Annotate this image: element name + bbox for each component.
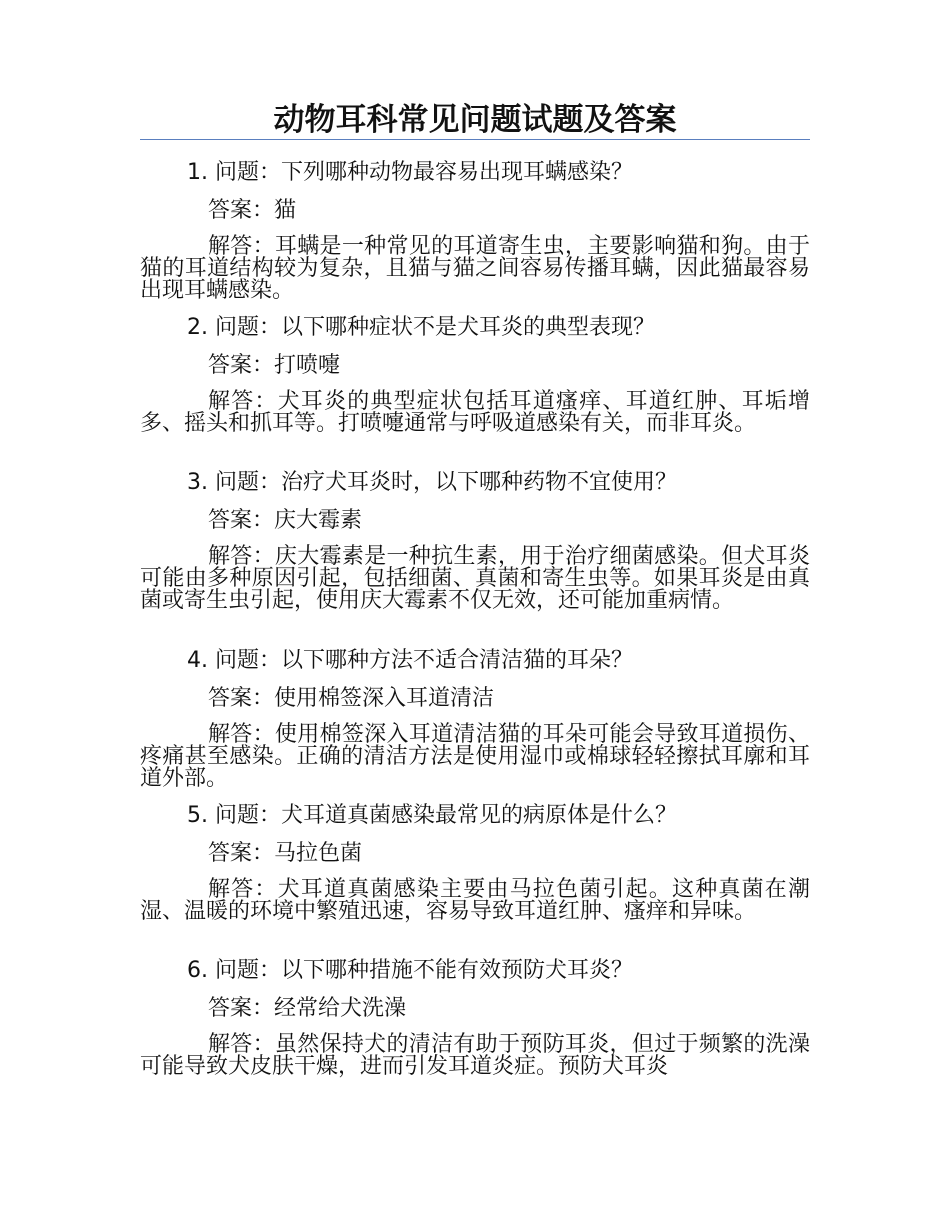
- explanation-2: 解答：犬耳炎的典型症状包括耳道瘙痒、耳道红肿、耳垢增多、摇头和抓耳等。打喷嚏通常与呼吸道感染有关，而非耳炎。: [140, 389, 810, 436]
- question-4: 4. 问题：以下哪种方法不适合清洁猫的耳朵？: [187, 648, 633, 673]
- explanation-5: 解答：犬耳道真菌感染主要由马拉色菌引起。这种真菌在潮湿、温暖的环境中繁殖迅速，容易导致耳道红肿、瘙痒和异味。: [140, 877, 810, 924]
- question-1: 1. 问题：下列哪种动物最容易出现耳螨感染？: [187, 160, 633, 185]
- explanation-4: 解答：使用棉签深入耳道清洁猫的耳朵可能会导致耳道损伤、疼痛甚至感染。正确的清洁方法是使用湿巾或棉球轻轻擦拭耳廓和耳道外部。: [140, 722, 810, 791]
- answer-3: 答案：庆大霉素: [208, 508, 363, 533]
- answer-1: 答案：猫: [208, 198, 297, 223]
- explanation-1: 解答：耳螨是一种常见的耳道寄生虫，主要影响猫和狗。由于猫的耳道结构较为复杂，且猫与猫之间容易传播耳螨，因此猫最容易出现耳螨感染。: [140, 234, 810, 303]
- answer-6: 答案：经常给犬洗澡: [208, 996, 407, 1021]
- question-3: 3. 问题：治疗犬耳炎时，以下哪种药物不宜使用？: [187, 470, 677, 495]
- explanation-3: 解答：庆大霉素是一种抗生素，用于治疗细菌感染。但犬耳炎可能由多种原因引起，包括细菌、真菌和寄生虫等。如果耳炎是由真菌或寄生虫引起，使用庆大霉素不仅无效，还可能加重病情。: [140, 544, 810, 613]
- title-underline: [140, 139, 810, 140]
- question-2: 2. 问题：以下哪种症状不是犬耳炎的典型表现？: [187, 315, 655, 340]
- page-title: 动物耳科常见问题试题及答案: [273, 102, 677, 138]
- answer-2: 答案：打喷嚏: [208, 353, 341, 378]
- answer-4: 答案：使用棉签深入耳道清洁: [208, 686, 495, 711]
- answer-5: 答案：马拉色菌: [208, 841, 363, 866]
- explanation-6: 解答：虽然保持犬的清洁有助于预防耳炎，但过于频繁的洗澡可能导致犬皮肤干燥，进而引发耳道炎症。预防犬耳炎: [140, 1032, 810, 1079]
- question-6: 6. 问题：以下哪种措施不能有效预防犬耳炎？: [187, 958, 633, 983]
- question-5: 5. 问题：犬耳道真菌感染最常见的病原体是什么？: [187, 803, 677, 828]
